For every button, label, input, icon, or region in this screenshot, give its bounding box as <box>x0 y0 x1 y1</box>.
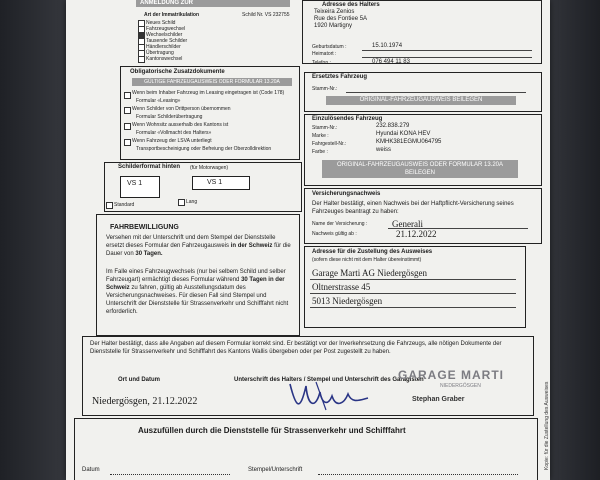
einzulosend-grey: ORIGINAL-FAHRZEUGAUSWEIS ODER FORMULAR 13.20A BEILEGEN <box>322 160 518 178</box>
form-title: ANMELDUNG ZUR <box>136 0 290 7</box>
sidebar-vertical-text: Kopie: für die Zustellung des Ausweises <box>544 381 550 470</box>
registration-form <box>66 0 550 480</box>
option-label: Tausende Schilder <box>146 38 188 44</box>
option-label: Neues Schild <box>146 20 176 26</box>
heimat-line <box>362 57 532 58</box>
garage-stamp-name: GARAGE MARTI <box>398 368 504 382</box>
docs-grey-label: GÜLTIGE FAHRZEUGAUSWEIS ODER FORMULAR 13.20A <box>132 78 292 86</box>
standard-label: Standard <box>114 202 135 208</box>
docs-item: Formular Schilderübertragung <box>136 114 203 120</box>
amt-datum-label: Datum <box>82 467 100 473</box>
marke-label: Marke : <box>312 133 329 139</box>
amt-datum-line <box>110 474 230 475</box>
option-label: Wechselschilder <box>146 32 183 38</box>
vers-gueltig-value: 21.12.2022 <box>396 229 437 239</box>
tel-value: 076 494 11 83 <box>372 59 410 65</box>
marke-value: Hyundai KONA HEV <box>376 131 431 137</box>
vers-name-value: Generali <box>392 219 423 229</box>
signer-name: Stephan Graber <box>412 396 465 403</box>
lieferung-rule1 <box>310 279 516 280</box>
garage-stamp-sub: NIEDERGÖSGEN <box>440 383 481 389</box>
fgst-label: Fahrgestell-Nr.: <box>312 141 347 147</box>
geb-label: Geburtsdatum : <box>312 44 347 50</box>
lieferung-title: Adresse für die Zustellung des Ausweises <box>312 249 433 255</box>
halter-city: 1920 Martigny <box>314 23 353 29</box>
docs-item: Formular «Leasing» <box>136 98 181 104</box>
bestaetigung-text: Der Halter bestätigt, dass alle Angaben auf diesem Formular korrekt sind. Er bestätigt vor der Inverkehrsetzung die Fahrzeugs, alle nötigen Dokumente der Dienststelle für Strassenverkehr und Schifffahrt des Kantons Wallis übergeben oder per Post zugestellt zu haben. <box>90 341 502 355</box>
lieferung-line1: Garage Marti AG Niedergösgen <box>312 268 428 278</box>
option-label: Fahrzeugwechsel <box>146 26 186 32</box>
plate-standard <box>120 176 160 198</box>
lieferung-line2: Oltnerstrasse 45 <box>312 282 371 292</box>
plate-lang-text: VS 1 <box>207 179 223 186</box>
lieferung-subtitle: (sofern diese nicht mit dem Halter übereinstimmt) <box>312 257 422 263</box>
checkbox-lang[interactable] <box>178 199 185 206</box>
ersetztes-stamm-line <box>346 92 526 93</box>
docs-item: Wenn Schilder von Drittperson übernommen <box>132 106 231 112</box>
farbe-value: weiss <box>376 147 392 153</box>
checkbox-kantonswechsel[interactable] <box>138 56 145 63</box>
amt-stempel-label: Stempel/Unterschrift <box>248 467 303 473</box>
lieferung-rule3 <box>310 307 516 308</box>
checkbox-standard[interactable] <box>106 202 113 209</box>
lang-label: Lang <box>186 199 198 205</box>
docs-item: Formular «Vollmacht des Halters» <box>136 130 212 136</box>
lieferung-rule2 <box>310 293 516 294</box>
halter-title: Adresse des Halters <box>322 2 380 8</box>
option-label: Übertragung <box>146 50 174 56</box>
ersetztes-title: Ersetztes Fahrzeug <box>312 74 368 80</box>
docs-title: Obligatorische Zusatzdokumente <box>130 69 225 75</box>
fahrbewilligung-p2: Im Falle eines Fahrzeugwechsels (nur bei selbem Schild und selber Fahrzeugart) ermächtigt dieses Formular während 30 Tagen in der Schweiz zu fahren, gültig ab Ausstellungsdatum des Versicherungsnachweises. Für diesen Fall sind Stempel und Unterschrift der Dienststelle für Strassenverkehr und Schifffahrt nicht erforderlich. <box>106 269 289 315</box>
halter-street: Rue des Fontiee 5A <box>314 16 368 22</box>
plate-standard-text: VS 1 <box>127 180 143 187</box>
tel-label: Telefon : <box>312 60 331 66</box>
signature-scribble <box>286 378 376 414</box>
docs-item: Wenn Wohnsitz ausserhalb des Kantons ist <box>132 122 229 128</box>
plate-subtitle: (für Motorwagen) <box>190 165 229 171</box>
fgst-value: KMHK381EGMU064795 <box>376 139 442 145</box>
amt-stempel-line <box>318 474 518 475</box>
checkbox-lsva[interactable] <box>124 139 131 146</box>
vers-gueltig-label: Nachweis gültig ab : <box>312 231 357 237</box>
halter-name: Teixeira Zenios <box>314 9 355 15</box>
farbe-label: Farbe : <box>312 149 328 155</box>
stamm-label: Stamm-Nr.: <box>312 125 338 131</box>
option-label: Kantonswechsel <box>146 56 183 62</box>
docs-item: Transportbescheinigung oder Befreiung der Oberzolldirektion <box>136 146 272 152</box>
docs-item: Wenn beim Inhaber Fahrzeug im Leasing eingetragen ist (Code 178) <box>132 90 285 96</box>
lieferung-line3: 5013 Niedergösgen <box>312 296 383 306</box>
schild-nr: Schild Nr. VS 232755 <box>242 12 290 18</box>
vers-name-label: Name der Versicherung : <box>312 221 368 227</box>
versicherung-text: Der Halter bestätigt, einen Nachweis bei der Haftpflicht-Versicherung seines Fahrzeuges beantragt zu haben: <box>312 201 514 215</box>
ersetztes-grey: ORIGINAL-FAHRZEUGAUSWEIS BEILEGEN <box>326 96 516 105</box>
ersetztes-stamm-label: Stamm-Nr.: <box>312 86 338 92</box>
option-label: Händlerschilder <box>146 44 181 50</box>
checkbox-wohnsitz[interactable] <box>124 123 131 130</box>
fahrbewilligung-p1: Versehen mit der Unterschrift und dem Stempel der Dienststelle ersetzt dieses Formular den Fahrzeugausweis in der Schweiz für die Dauer von 30 Tagen. <box>106 235 291 257</box>
checkbox-drittperson[interactable] <box>124 107 131 114</box>
einzulosend-title: Einzulösendes Fahrzeug <box>312 116 383 122</box>
art-label: Art der Immatrikulation <box>144 12 200 18</box>
fahrbewilligung-title: FAHRBEWILLIGUNG <box>110 224 179 231</box>
ort-label: Ort und Datum <box>118 377 160 383</box>
ort-value: Niedergösgen, 21.12.2022 <box>92 396 198 407</box>
signature-label: Unterschrift des Halters / Stempel und Unterschrift des Garagisten <box>234 377 424 383</box>
geb-value: 15.10.1974 <box>372 43 403 49</box>
heimat-label: Heimatort : <box>312 51 337 57</box>
docs-item: Wenn Fahrzeug der LSVA unterliegt <box>132 138 212 144</box>
stamm-value: 232.838.279 <box>376 123 410 129</box>
checkbox-leasing[interactable] <box>124 92 131 99</box>
plate-lang <box>192 176 250 190</box>
plate-title: Schilderformat hinten <box>118 164 181 170</box>
amt-title: Auszufüllen durch die Dienststelle für Strassenverkehr und Schifffahrt <box>138 426 406 435</box>
geb-line <box>362 50 532 51</box>
versicherung-title: Versicherungsnachweis <box>312 191 381 197</box>
